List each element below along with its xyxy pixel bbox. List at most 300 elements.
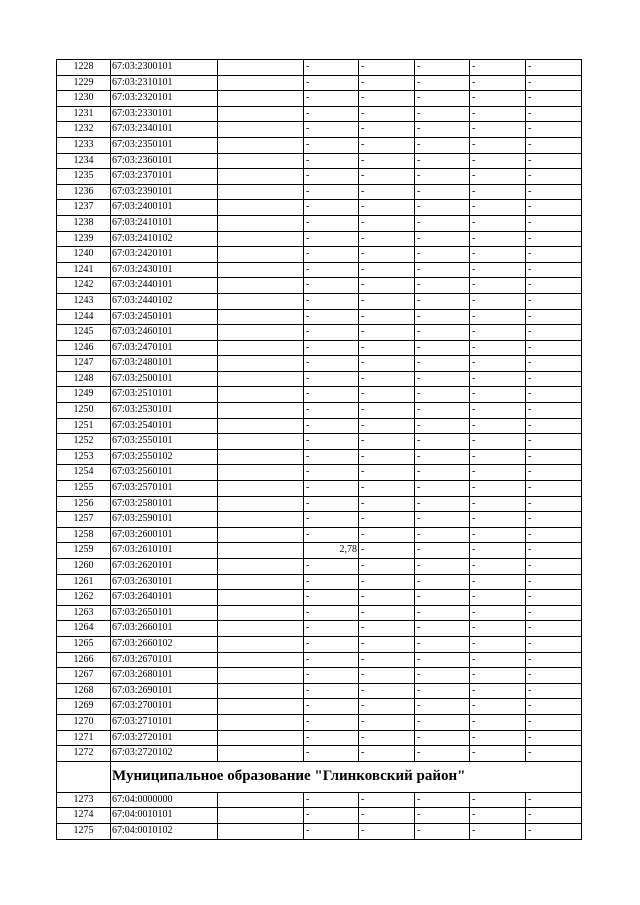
- dash-cell: -: [304, 636, 359, 652]
- cadastral-code-cell: 67:03:2560101: [111, 465, 218, 481]
- cadastral-code-cell: 67:03:2720101: [111, 730, 218, 746]
- dash-cell: -: [359, 481, 415, 497]
- table-row: [57, 714, 582, 730]
- cadastral-code-cell: 67:03:2690101: [111, 683, 218, 699]
- dash-cell: -: [526, 699, 582, 715]
- dash-cell: -: [526, 340, 582, 356]
- row-number-cell: 1232: [57, 122, 111, 138]
- dash-cell: -: [304, 730, 359, 746]
- cadastral-code-cell: 67:04:0010102: [111, 823, 218, 839]
- dash-cell: -: [415, 481, 470, 497]
- row-number-cell: 1260: [57, 559, 111, 575]
- dash-cell: -: [470, 543, 526, 559]
- dash-cell: -: [415, 746, 470, 762]
- table-row: [57, 605, 582, 621]
- cadastral-code-cell: 67:03:2660101: [111, 621, 218, 637]
- empty-cell: [218, 371, 304, 387]
- table-row: [57, 512, 582, 528]
- dash-cell: -: [359, 668, 415, 684]
- dash-cell: -: [304, 137, 359, 153]
- dash-cell: -: [304, 481, 359, 497]
- dash-cell: -: [304, 449, 359, 465]
- table-row: [57, 481, 582, 497]
- dash-cell: -: [470, 231, 526, 247]
- dash-cell: -: [304, 247, 359, 263]
- empty-cell: [218, 699, 304, 715]
- table-row: [57, 387, 582, 403]
- dash-cell: -: [470, 122, 526, 138]
- dash-cell: -: [415, 262, 470, 278]
- dash-cell: -: [304, 699, 359, 715]
- row-number-cell: 1271: [57, 730, 111, 746]
- dash-cell: -: [359, 792, 415, 808]
- row-number-cell: 1246: [57, 340, 111, 356]
- empty-cell: [218, 590, 304, 606]
- table-row: [57, 418, 582, 434]
- cadastral-code-cell: 67:03:2480101: [111, 356, 218, 372]
- dash-cell: -: [415, 636, 470, 652]
- dash-cell: -: [304, 605, 359, 621]
- dash-cell: -: [415, 465, 470, 481]
- dash-cell: -: [526, 169, 582, 185]
- cadastral-code-cell: 67:03:2630101: [111, 574, 218, 590]
- dash-cell: -: [526, 153, 582, 169]
- dash-cell: -: [359, 683, 415, 699]
- dash-cell: -: [415, 559, 470, 575]
- empty-cell: [218, 636, 304, 652]
- cadastral-code-cell: 67:03:2720102: [111, 746, 218, 762]
- empty-cell: [218, 465, 304, 481]
- dash-cell: -: [470, 247, 526, 263]
- cadastral-code-cell: 67:03:2600101: [111, 527, 218, 543]
- dash-cell: -: [415, 231, 470, 247]
- cadastral-code-cell: 67:04:0000000: [111, 792, 218, 808]
- table-row: [57, 231, 582, 247]
- dash-cell: -: [526, 215, 582, 231]
- cadastral-code-cell: 67:03:2300101: [111, 60, 218, 76]
- dash-cell: -: [304, 418, 359, 434]
- dash-cell: -: [304, 60, 359, 76]
- row-number-cell: 1247: [57, 356, 111, 372]
- section-header-blank-cell: [57, 761, 111, 792]
- dash-cell: -: [526, 262, 582, 278]
- table-row: [57, 309, 582, 325]
- dash-cell: -: [415, 714, 470, 730]
- table-row: [57, 465, 582, 481]
- dash-cell: -: [470, 387, 526, 403]
- dash-cell: -: [359, 699, 415, 715]
- dash-cell: -: [415, 403, 470, 419]
- row-number-cell: 1256: [57, 496, 111, 512]
- row-number-cell: 1244: [57, 309, 111, 325]
- dash-cell: -: [470, 371, 526, 387]
- dash-cell: -: [526, 122, 582, 138]
- dash-cell: -: [359, 559, 415, 575]
- dash-cell: -: [359, 808, 415, 824]
- empty-cell: [218, 574, 304, 590]
- table-row: [57, 340, 582, 356]
- cadastral-code-cell: 67:03:2540101: [111, 418, 218, 434]
- dash-cell: -: [470, 356, 526, 372]
- value-cell: 2,78: [304, 543, 359, 559]
- table-row: [57, 278, 582, 294]
- table-row: [57, 434, 582, 450]
- dash-cell: -: [470, 590, 526, 606]
- dash-cell: -: [470, 184, 526, 200]
- table-row: [57, 683, 582, 699]
- dash-cell: -: [470, 434, 526, 450]
- empty-cell: [218, 527, 304, 543]
- dash-cell: -: [304, 371, 359, 387]
- row-number-cell: 1269: [57, 699, 111, 715]
- empty-cell: [218, 184, 304, 200]
- row-number-cell: 1261: [57, 574, 111, 590]
- cadastral-code-cell: 67:03:2550102: [111, 449, 218, 465]
- dash-cell: -: [526, 683, 582, 699]
- row-number-cell: 1230: [57, 91, 111, 107]
- row-number-cell: 1264: [57, 621, 111, 637]
- cadastral-code-cell: 67:03:2580101: [111, 496, 218, 512]
- dash-cell: -: [415, 527, 470, 543]
- empty-cell: [218, 652, 304, 668]
- dash-cell: -: [470, 340, 526, 356]
- dash-cell: -: [526, 371, 582, 387]
- row-number-cell: 1262: [57, 590, 111, 606]
- row-number-cell: 1238: [57, 215, 111, 231]
- dash-cell: -: [304, 714, 359, 730]
- dash-cell: -: [526, 621, 582, 637]
- table-row: [57, 371, 582, 387]
- dash-cell: -: [359, 325, 415, 341]
- empty-cell: [218, 668, 304, 684]
- dash-cell: -: [304, 184, 359, 200]
- dash-cell: -: [526, 403, 582, 419]
- row-number-cell: 1258: [57, 527, 111, 543]
- empty-cell: [218, 169, 304, 185]
- cadastral-code-cell: 67:03:2450101: [111, 309, 218, 325]
- cadastral-code-cell: 67:03:2610101: [111, 543, 218, 559]
- dash-cell: -: [415, 60, 470, 76]
- row-number-cell: 1268: [57, 683, 111, 699]
- dash-cell: -: [415, 605, 470, 621]
- dash-cell: -: [526, 309, 582, 325]
- empty-cell: [218, 293, 304, 309]
- row-number-cell: 1245: [57, 325, 111, 341]
- table-row: [57, 184, 582, 200]
- dash-cell: -: [526, 137, 582, 153]
- empty-cell: [218, 792, 304, 808]
- dash-cell: -: [304, 590, 359, 606]
- table-row: [57, 169, 582, 185]
- row-number-cell: 1254: [57, 465, 111, 481]
- dash-cell: -: [359, 278, 415, 294]
- dash-cell: -: [304, 808, 359, 824]
- dash-cell: -: [470, 262, 526, 278]
- table-row: [57, 122, 582, 138]
- dash-cell: -: [526, 481, 582, 497]
- dash-cell: -: [304, 340, 359, 356]
- dash-cell: -: [304, 621, 359, 637]
- dash-cell: -: [470, 730, 526, 746]
- dash-cell: -: [415, 122, 470, 138]
- row-number-cell: 1242: [57, 278, 111, 294]
- dash-cell: -: [304, 387, 359, 403]
- cadastral-code-cell: 67:03:2680101: [111, 668, 218, 684]
- cadastral-code-cell: 67:03:2550101: [111, 434, 218, 450]
- row-number-cell: 1236: [57, 184, 111, 200]
- empty-cell: [218, 605, 304, 621]
- empty-cell: [218, 325, 304, 341]
- dash-cell: -: [359, 247, 415, 263]
- section-header: Муниципальное образование "Глинковский район": [111, 761, 582, 792]
- row-number-cell: 1273: [57, 792, 111, 808]
- empty-cell: [218, 403, 304, 419]
- table-row: [57, 652, 582, 668]
- dash-cell: -: [470, 699, 526, 715]
- table-row: [57, 746, 582, 762]
- dash-cell: -: [304, 200, 359, 216]
- empty-cell: [218, 746, 304, 762]
- dash-cell: -: [304, 325, 359, 341]
- cadastral-code-cell: 67:03:2460101: [111, 325, 218, 341]
- dash-cell: -: [415, 169, 470, 185]
- dash-cell: -: [359, 231, 415, 247]
- dash-cell: -: [359, 574, 415, 590]
- dash-cell: -: [304, 215, 359, 231]
- dash-cell: -: [359, 356, 415, 372]
- empty-cell: [218, 262, 304, 278]
- dash-cell: -: [526, 746, 582, 762]
- dash-cell: -: [470, 559, 526, 575]
- empty-cell: [218, 481, 304, 497]
- table-row: [57, 75, 582, 91]
- row-number-cell: 1270: [57, 714, 111, 730]
- dash-cell: -: [470, 823, 526, 839]
- empty-cell: [218, 434, 304, 450]
- cadastral-code-cell: 67:03:2350101: [111, 137, 218, 153]
- dash-cell: -: [526, 449, 582, 465]
- empty-cell: [218, 356, 304, 372]
- dash-cell: -: [470, 75, 526, 91]
- dash-cell: -: [415, 808, 470, 824]
- dash-cell: -: [526, 590, 582, 606]
- dash-cell: -: [359, 465, 415, 481]
- dash-cell: -: [359, 106, 415, 122]
- dash-cell: -: [359, 293, 415, 309]
- cadastral-code-cell: 67:03:2650101: [111, 605, 218, 621]
- dash-cell: -: [470, 481, 526, 497]
- dash-cell: -: [526, 60, 582, 76]
- dash-cell: -: [359, 652, 415, 668]
- dash-cell: -: [526, 636, 582, 652]
- dash-cell: -: [526, 418, 582, 434]
- table-row: [57, 325, 582, 341]
- empty-cell: [218, 543, 304, 559]
- dash-cell: -: [415, 699, 470, 715]
- row-number-cell: 1237: [57, 200, 111, 216]
- row-number-cell: 1252: [57, 434, 111, 450]
- dash-cell: -: [415, 340, 470, 356]
- dash-cell: -: [304, 169, 359, 185]
- empty-cell: [218, 730, 304, 746]
- dash-cell: -: [470, 91, 526, 107]
- cadastral-code-cell: 67:03:2330101: [111, 106, 218, 122]
- empty-cell: [218, 200, 304, 216]
- empty-cell: [218, 340, 304, 356]
- table-row: [57, 823, 582, 839]
- table-row: [57, 293, 582, 309]
- empty-cell: [218, 512, 304, 528]
- dash-cell: -: [304, 652, 359, 668]
- empty-cell: [218, 60, 304, 76]
- dash-cell: -: [526, 278, 582, 294]
- dash-cell: -: [415, 247, 470, 263]
- dash-cell: -: [415, 512, 470, 528]
- table-row: [57, 403, 582, 419]
- cadastral-code-cell: 67:03:2670101: [111, 652, 218, 668]
- table-row: [57, 91, 582, 107]
- dash-cell: -: [359, 621, 415, 637]
- empty-cell: [218, 106, 304, 122]
- row-number-cell: 1272: [57, 746, 111, 762]
- dash-cell: -: [304, 823, 359, 839]
- row-number-cell: 1229: [57, 75, 111, 91]
- dash-cell: -: [415, 75, 470, 91]
- dash-cell: -: [359, 403, 415, 419]
- cadastral-code-cell: 67:03:2390101: [111, 184, 218, 200]
- dash-cell: -: [470, 278, 526, 294]
- dash-cell: -: [526, 668, 582, 684]
- cadastral-code-cell: 67:03:2640101: [111, 590, 218, 606]
- dash-cell: -: [470, 325, 526, 341]
- dash-cell: -: [359, 512, 415, 528]
- row-number-cell: 1255: [57, 481, 111, 497]
- dash-cell: -: [415, 325, 470, 341]
- dash-cell: -: [470, 418, 526, 434]
- dash-cell: -: [304, 465, 359, 481]
- dash-cell: -: [415, 574, 470, 590]
- table-row: [57, 730, 582, 746]
- row-number-cell: 1251: [57, 418, 111, 434]
- dash-cell: -: [359, 137, 415, 153]
- dash-cell: -: [304, 122, 359, 138]
- dash-cell: -: [526, 823, 582, 839]
- table-row: [57, 559, 582, 575]
- dash-cell: -: [359, 636, 415, 652]
- dash-cell: -: [415, 278, 470, 294]
- dash-cell: -: [526, 247, 582, 263]
- cadastral-code-cell: 67:03:2410101: [111, 215, 218, 231]
- dash-cell: -: [470, 527, 526, 543]
- dash-cell: -: [415, 683, 470, 699]
- dash-cell: -: [304, 262, 359, 278]
- dash-cell: -: [359, 60, 415, 76]
- empty-cell: [218, 496, 304, 512]
- dash-cell: -: [526, 91, 582, 107]
- cadastral-code-cell: 67:03:2710101: [111, 714, 218, 730]
- empty-cell: [218, 449, 304, 465]
- empty-cell: [218, 418, 304, 434]
- dash-cell: -: [304, 668, 359, 684]
- dash-cell: -: [470, 714, 526, 730]
- dash-cell: -: [359, 309, 415, 325]
- dash-cell: -: [304, 106, 359, 122]
- dash-cell: -: [415, 621, 470, 637]
- dash-cell: -: [526, 543, 582, 559]
- dash-cell: -: [415, 184, 470, 200]
- dash-cell: -: [470, 636, 526, 652]
- dash-cell: -: [359, 746, 415, 762]
- dash-cell: -: [304, 574, 359, 590]
- table-row: [57, 527, 582, 543]
- dash-cell: -: [415, 215, 470, 231]
- row-number-cell: 1250: [57, 403, 111, 419]
- row-number-cell: 1266: [57, 652, 111, 668]
- cadastral-table: [56, 59, 582, 840]
- row-number-cell: 1267: [57, 668, 111, 684]
- cadastral-code-cell: 67:03:2430101: [111, 262, 218, 278]
- cadastral-code-cell: 67:03:2420101: [111, 247, 218, 263]
- table-body-after: [57, 792, 582, 839]
- dash-cell: -: [526, 559, 582, 575]
- cadastral-code-cell: 67:03:2620101: [111, 559, 218, 575]
- table-row: [57, 215, 582, 231]
- cadastral-code-cell: 67:03:2340101: [111, 122, 218, 138]
- row-number-cell: 1253: [57, 449, 111, 465]
- cadastral-code-cell: 67:03:2500101: [111, 371, 218, 387]
- cadastral-code-cell: 67:03:2530101: [111, 403, 218, 419]
- dash-cell: -: [526, 512, 582, 528]
- empty-cell: [218, 75, 304, 91]
- dash-cell: -: [470, 215, 526, 231]
- dash-cell: -: [526, 792, 582, 808]
- table-body-before: [57, 60, 582, 762]
- table-row: [57, 60, 582, 76]
- row-number-cell: 1257: [57, 512, 111, 528]
- dash-cell: -: [526, 75, 582, 91]
- table-row: [57, 106, 582, 122]
- cadastral-code-cell: 67:03:2310101: [111, 75, 218, 91]
- dash-cell: -: [359, 215, 415, 231]
- dash-cell: -: [304, 403, 359, 419]
- dash-cell: -: [415, 418, 470, 434]
- dash-cell: -: [359, 496, 415, 512]
- dash-cell: -: [415, 153, 470, 169]
- dash-cell: -: [415, 371, 470, 387]
- row-number-cell: 1249: [57, 387, 111, 403]
- empty-cell: [218, 309, 304, 325]
- dash-cell: -: [526, 231, 582, 247]
- row-number-cell: 1275: [57, 823, 111, 839]
- dash-cell: -: [470, 200, 526, 216]
- dash-cell: -: [470, 683, 526, 699]
- empty-cell: [218, 621, 304, 637]
- dash-cell: -: [304, 527, 359, 543]
- dash-cell: -: [526, 652, 582, 668]
- dash-cell: -: [359, 590, 415, 606]
- dash-cell: -: [359, 262, 415, 278]
- dash-cell: -: [526, 605, 582, 621]
- section-header-group: [57, 761, 582, 792]
- row-number-cell: 1233: [57, 137, 111, 153]
- dash-cell: -: [359, 184, 415, 200]
- dash-cell: -: [470, 169, 526, 185]
- dash-cell: -: [415, 387, 470, 403]
- dash-cell: -: [470, 153, 526, 169]
- row-number-cell: 1263: [57, 605, 111, 621]
- dash-cell: -: [526, 325, 582, 341]
- row-number-cell: 1235: [57, 169, 111, 185]
